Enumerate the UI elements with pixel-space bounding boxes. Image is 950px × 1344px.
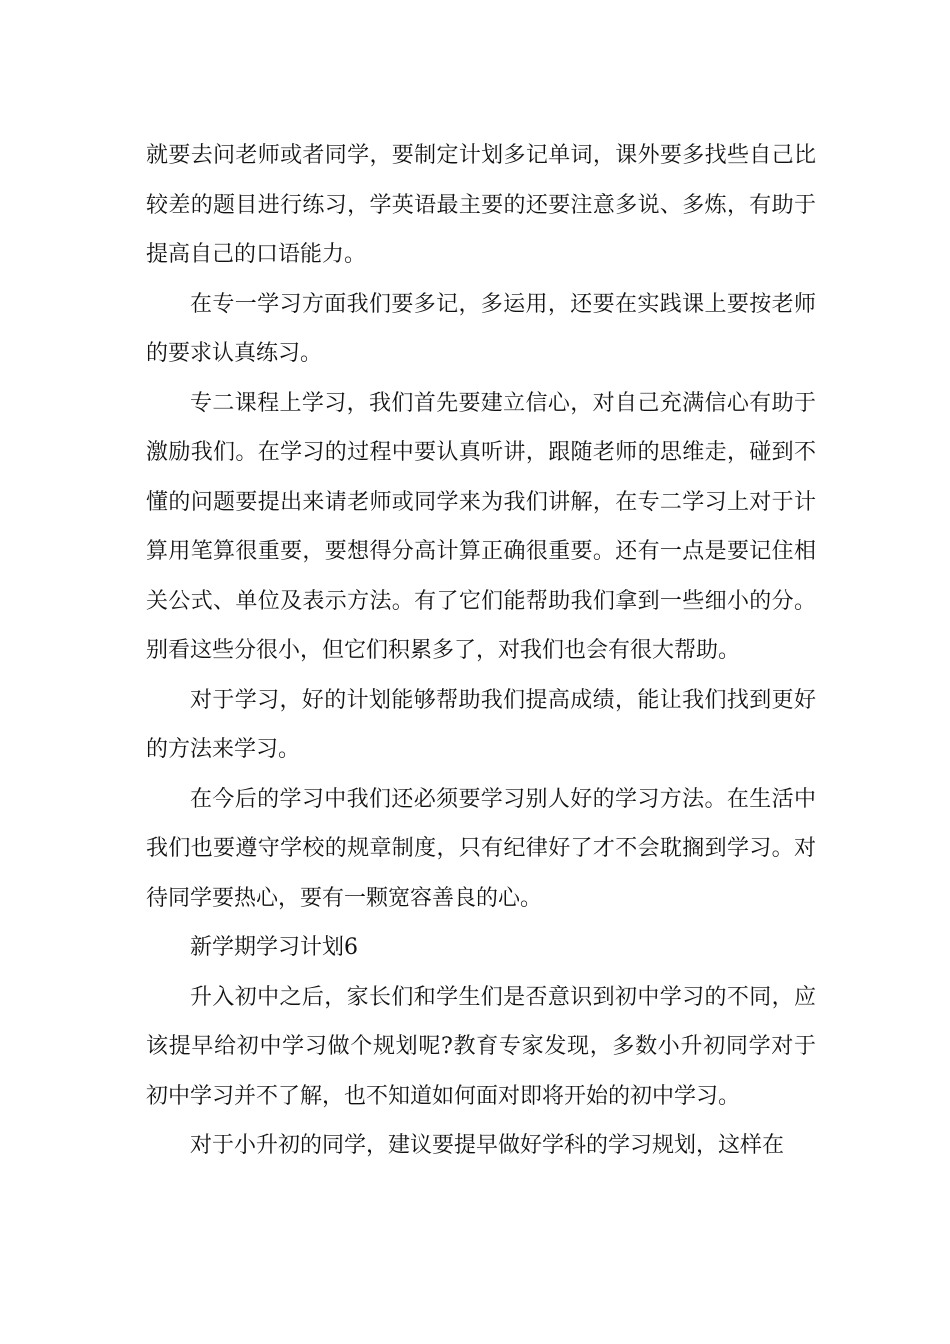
paragraph-major-one: 在专一学习方面我们要多记，多运用，还要在实践课上要按老师的要求认真练习。 [146,291,816,366]
paragraph-english-study: 就要去问老师或者同学，要制定计划多记单词，课外要多找些自己比较差的题目进行练习，学英语最主要的还要注意多说、多炼，有助于提高自己的口语能力。 [146,143,816,267]
paragraph-major-two: 专二课程上学习，我们首先要建立信心，对自己充满信心有助于激励我们。在学习的过程中要认真听讲，跟随老师的思维走，碰到不懂的问题要提出来请老师或同学来为我们讲解，在专二学习上对于计算用笔算很重要，要想得分高计算正确很重要。还有一点是要记住相关公式、单位及表示方法。有了它们能帮助我们拿到一些细小的分。别看这些分很小，但它们积累多了，对我们也会有很大帮助。 [146,390,816,663]
section-heading: 新学期学习计划6 [190,935,358,960]
paragraph-advice: 对于小升初的同学，建议要提早做好学科的学习规划，这样在 [190,1133,785,1158]
paragraph-junior-high: 升入初中之后，家长们和学生们是否意识到初中学习的不同，应该提早给初中学习做个规划呢?教育专家发现，多数小升初同学对于初中学习并不了解，也不知道如何面对即将开始的初中学习。 [146,984,816,1109]
paragraph-future-study: 在今后的学习中我们还必须要学习别人好的学习方法。在生活中我们也要遵守学校的规章制度，只有纪律好了才不会耽搁到学习。对待同学要热心，要有一颗宽容善良的心。 [146,786,816,911]
paragraph-study-plan: 对于学习，好的计划能够帮助我们提高成绩，能让我们找到更好的方法来学习。 [146,687,816,762]
document-body [146,131,816,1171]
